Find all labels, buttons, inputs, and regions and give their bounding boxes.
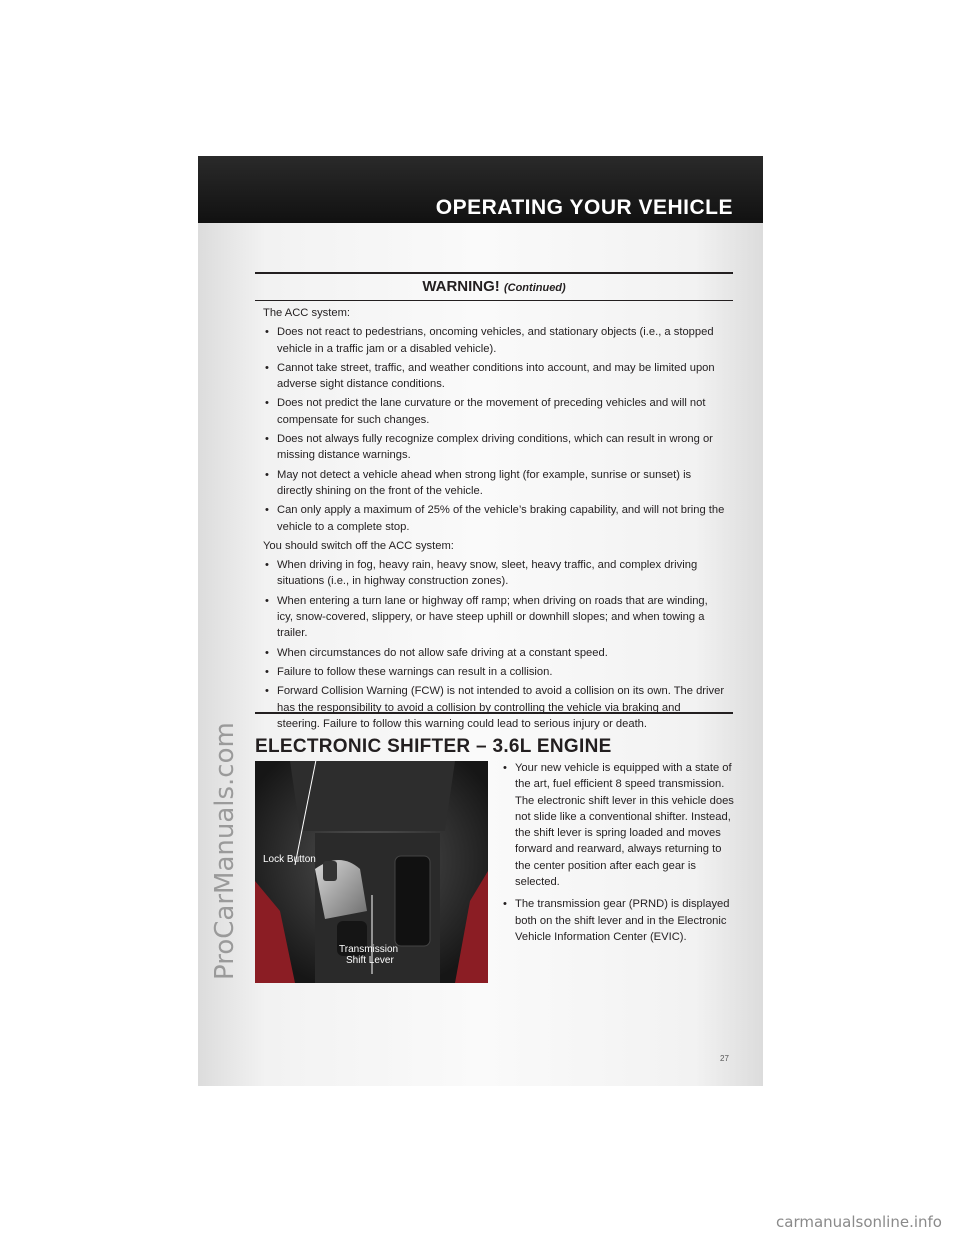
list-item: • Your new vehicle is equipped with a state of the art, fuel efficient 8 speed transmission. The electronic shift lever in this vehicle does not slide like a conventional shifter. Instead, the shift lever is spring loaded and moves forward and rearward, always returning to the center position after each gear is selected.: [502, 760, 738, 890]
warning-bullets-acc: [263, 324, 725, 535]
list-item: • Cannot take street, traffic, and weather conditions into account, and may be limited upon adverse sight distance conditions.: [263, 360, 725, 393]
footer-watermark: carmanualsonline.info: [776, 1213, 942, 1231]
list-item: • Does not predict the lane curvature or the movement of preceding vehicles and will not compensate for such changes.: [263, 395, 725, 428]
list-item: • The transmission gear (PRND) is displayed both on the shift lever and in the Electronic Vehicle Information Center (EVIC).: [502, 896, 738, 945]
warning-title: WARNING!: [422, 278, 500, 295]
warning-body: [255, 301, 733, 732]
shifter-description: [502, 760, 738, 951]
shifter-photo: [255, 761, 488, 983]
header-bar: [198, 156, 763, 223]
list-item: • Does not react to pedestrians, oncoming vehicles, and stationary objects (i.e., a stopped vehicle in a traffic jam or a disabled vehicle).: [263, 324, 725, 357]
lever-label-line1: Transmission: [339, 944, 399, 955]
warning-box: [255, 272, 733, 730]
warning-bullets-switch-off: [263, 557, 725, 732]
lever-label-line2: Shift Lever: [346, 955, 394, 966]
list-item: • Does not always fully recognize complex driving conditions, which can result in wrong or missing distance warnings.: [263, 431, 725, 464]
list-item: • When driving in fog, heavy rain, heavy snow, sleet, heavy traffic, and complex driving situations (i.e., in highway construction zones).: [263, 557, 725, 590]
watermark-text: ProCarManuals.com: [210, 722, 240, 980]
page-number: 27: [720, 1054, 729, 1063]
warning-continued: (Continued): [503, 282, 566, 294]
warning-intro-switch-off: You should switch off the ACC system:: [263, 539, 454, 552]
page-header-title: OPERATING YOUR VEHICLE: [435, 196, 733, 219]
list-item: • May not detect a vehicle ahead when strong light (for example, sunrise or sunset) is directly shining on the front of the vehicle.: [263, 467, 725, 500]
shifter-bullets: [502, 760, 738, 945]
manual-page: [198, 156, 763, 1086]
warning-intro: The ACC system:: [263, 307, 351, 319]
list-item: • Forward Collision Warning (FCW) is not intended to avoid a collision on its own. The driver has the responsibility to avoid a collision by controlling the vehicle via braking and steering. Failure to follow this warning could lead to serious injury or death.: [263, 683, 725, 732]
list-item: • Can only apply a maximum of 25% of the vehicle’s braking capability, and will not bring the vehicle to a complete stop.: [263, 502, 725, 535]
list-item: • When circumstances do not allow safe driving at a constant speed.: [263, 645, 725, 661]
lock-button-label: Lock Button: [263, 854, 316, 865]
section-title: ELECTRONIC SHIFTER – 3.6L ENGINE: [255, 736, 612, 757]
list-item: • When entering a turn lane or highway off ramp; when driving on roads that are winding, icy, snow-covered, slippery, or have steep uphill or downhill slopes; and when towing a trailer.: [263, 593, 725, 642]
list-item: • Failure to follow these warnings can result in a collision.: [263, 664, 725, 680]
warning-header: [255, 274, 733, 301]
